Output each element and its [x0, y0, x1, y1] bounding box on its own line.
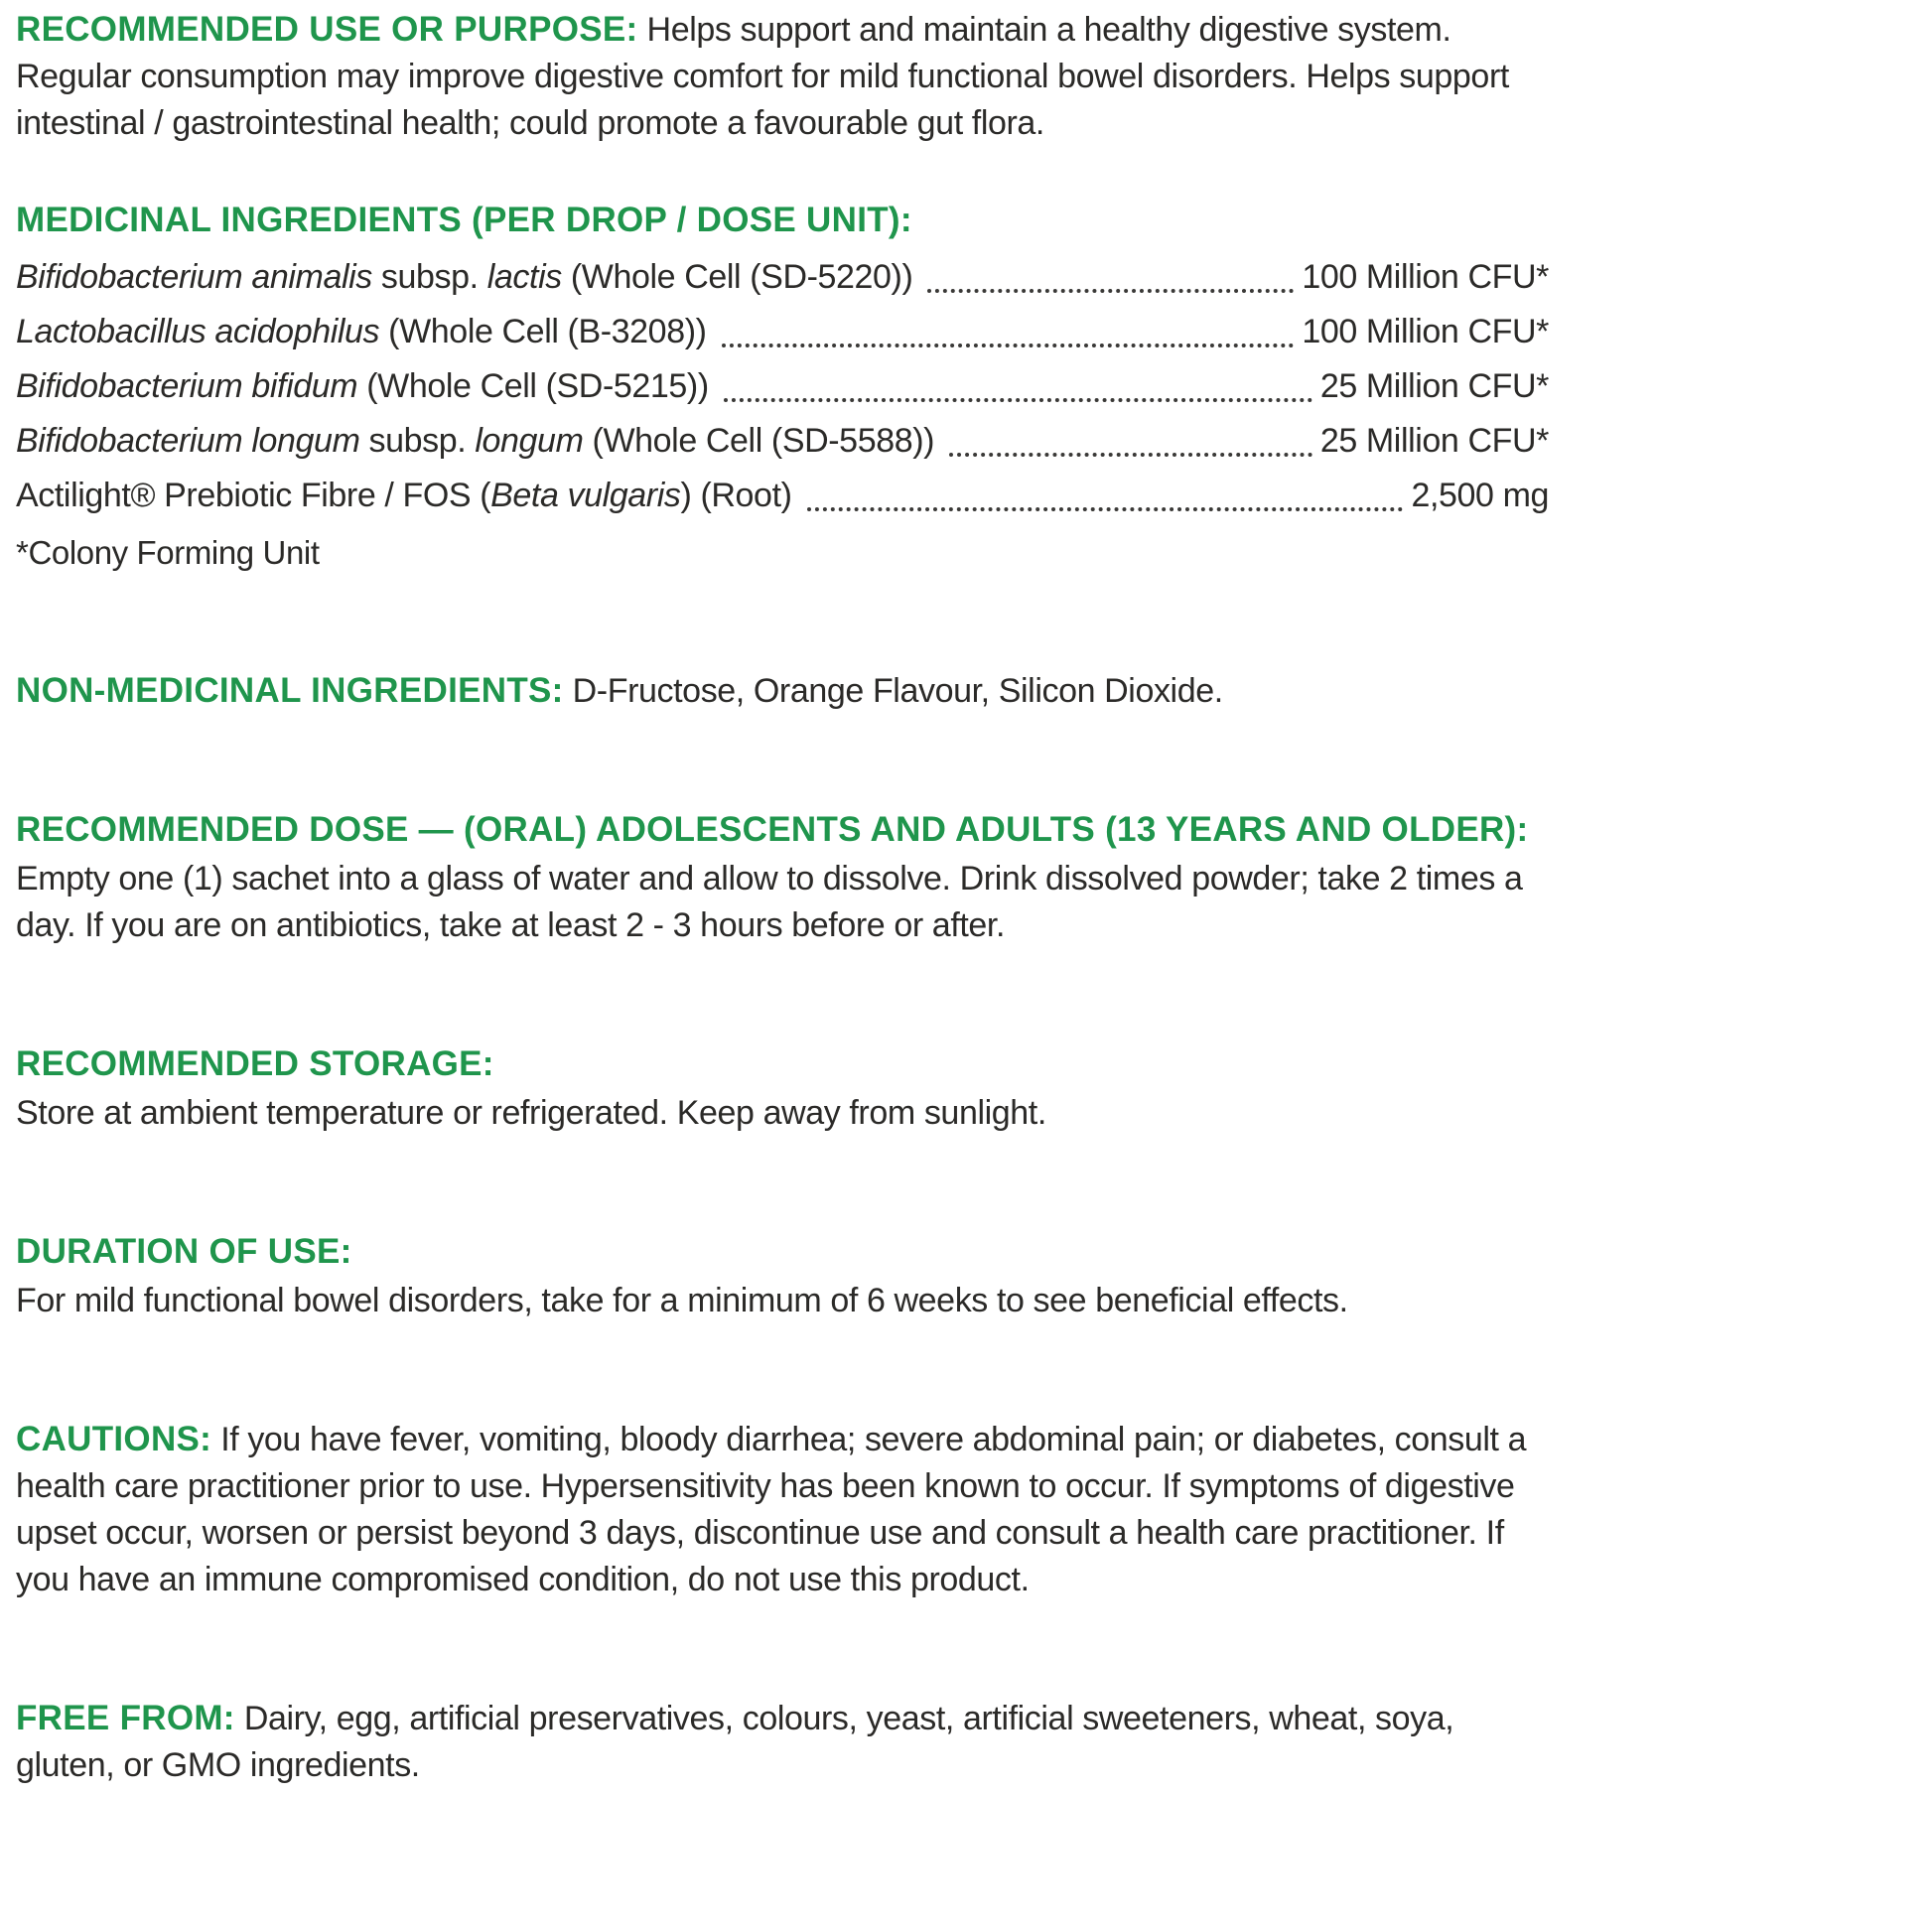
ingredient-row: [16, 469, 1549, 523]
ingredient-name-latin: longum: [475, 422, 584, 460]
section-free-from: [16, 1695, 1549, 1789]
recommended-dose-text: Empty one (1) sachet into a glass of water and allow to dissolve. Drink dissolved powder; take 2 times a day. If you are on antibiotics, take at least 2 - 3 hours before or after.: [16, 860, 1532, 944]
section-recommended-dose: [16, 806, 1549, 949]
duration-of-use-heading: DURATION OF USE:: [16, 1232, 352, 1271]
inline-heading-space: [564, 672, 573, 710]
ingredient-name-text: subsp.: [359, 422, 476, 460]
ingredient-row: [16, 359, 1549, 414]
section-non-medicinal: [16, 667, 1549, 715]
ingredient-name-text: (Whole Cell (SD-5215)): [357, 367, 718, 405]
ingredient-amount: 2,500 mg: [1411, 477, 1549, 514]
ingredient-name: [16, 359, 718, 414]
inline-heading-space: [235, 1700, 244, 1737]
ingredient-name-text: subsp.: [371, 258, 487, 296]
non-medicinal-text: D-Fructose, Orange Flavour, Silicon Dioxide.: [572, 672, 1223, 710]
ingredient-row: [16, 250, 1549, 305]
ingredient-name-text: (Whole Cell (SD-5588)): [583, 422, 944, 460]
section-duration-of-use: [16, 1228, 1549, 1324]
ingredient-name: [16, 469, 801, 523]
ingredient-name-latin: Bifidobacterium animalis: [16, 258, 372, 296]
ingredient-name-latin: Bifidobacterium bifidum: [16, 367, 358, 405]
dot-leader: [949, 453, 1312, 457]
section-cautions: [16, 1416, 1549, 1603]
ingredient-name-latin: Bifidobacterium longum: [16, 422, 360, 460]
ingredient-name: [16, 414, 943, 469]
dot-leader: [724, 398, 1312, 402]
ingredient-name-latin: Beta vulgaris: [490, 477, 681, 514]
ingredient-name-latin: Lactobacillus acidophilus: [16, 313, 380, 350]
inline-heading-space: [638, 11, 647, 49]
section-recommended-use: [16, 6, 1549, 147]
ingredient-amount: 100 Million CFU*: [1302, 258, 1549, 296]
duration-of-use-text: For mild functional bowel disorders, take for a minimum of 6 weeks to see beneficial effects.: [16, 1282, 1348, 1319]
ingredient-amount: 25 Million CFU*: [1319, 367, 1549, 405]
recommended-storage-heading: RECOMMENDED STORAGE:: [16, 1044, 494, 1083]
ingredient-name-text: ) (Root): [680, 477, 801, 514]
recommended-use-text: Helps support and maintain a healthy digestive system. Regular consumption may improve digestive comfort for mild functional bowel disorders. Helps support intestinal / gastrointestinal health; could promote a favourable gut flora.: [16, 11, 1518, 142]
ingredient-name: [16, 305, 716, 359]
section-medicinal-ingredients: [16, 197, 1549, 576]
ingredient-amount: 100 Million CFU*: [1302, 313, 1549, 350]
ingredient-name: [16, 250, 921, 305]
dot-leader: [927, 289, 1294, 293]
ingredient-name-text: (Whole Cell (SD-5220)): [561, 258, 922, 296]
dot-leader: [722, 344, 1295, 347]
section-recommended-storage: [16, 1040, 1549, 1137]
medicinal-ingredients-heading: MEDICINAL INGREDIENTS (PER DROP / DOSE UNIT):: [16, 201, 912, 239]
recommended-dose-heading: RECOMMENDED DOSE — (ORAL) ADOLESCENTS AND ADULTS (13 YEARS AND OLDER):: [16, 810, 1529, 849]
dot-leader: [807, 507, 1404, 511]
medicinal-ingredients-list: [16, 250, 1549, 523]
ingredient-name-latin: lactis: [486, 258, 562, 296]
free-from-text: Dairy, egg, artificial preservatives, colours, yeast, artificial sweeteners, wheat, soya, gluten, or GMO ingredients.: [16, 1700, 1463, 1784]
ingredient-amount: 25 Million CFU*: [1319, 422, 1549, 460]
cautions-text: If you have fever, vomiting, bloody diarrhea; severe abdominal pain; or diabetes, consult a health care practitioner prior to use. Hypersensitivity has been known to occur. If symptoms of digestive upset occur, worsen or persist beyond 3 days, discontinue use and consult a health care practitioner. If you have an immune compromised condition, do not use this product.: [16, 1421, 1536, 1598]
free-from-heading: FREE FROM:: [16, 1699, 235, 1737]
ingredient-name-text: (Whole Cell (B-3208)): [379, 313, 716, 350]
non-medicinal-heading: NON-MEDICINAL INGREDIENTS:: [16, 671, 564, 710]
ingredient-name-text: Actilight® Prebiotic Fibre / FOS (: [16, 477, 491, 514]
cautions-heading: CAUTIONS:: [16, 1420, 212, 1458]
ingredient-row: [16, 414, 1549, 469]
recommended-use-heading: RECOMMENDED USE OR PURPOSE:: [16, 10, 638, 49]
ingredient-row: [16, 305, 1549, 359]
recommended-storage-text: Store at ambient temperature or refrigerated. Keep away from sunlight.: [16, 1094, 1046, 1132]
cfu-footnote: *Colony Forming Unit: [16, 534, 320, 571]
inline-heading-space: [211, 1421, 220, 1458]
